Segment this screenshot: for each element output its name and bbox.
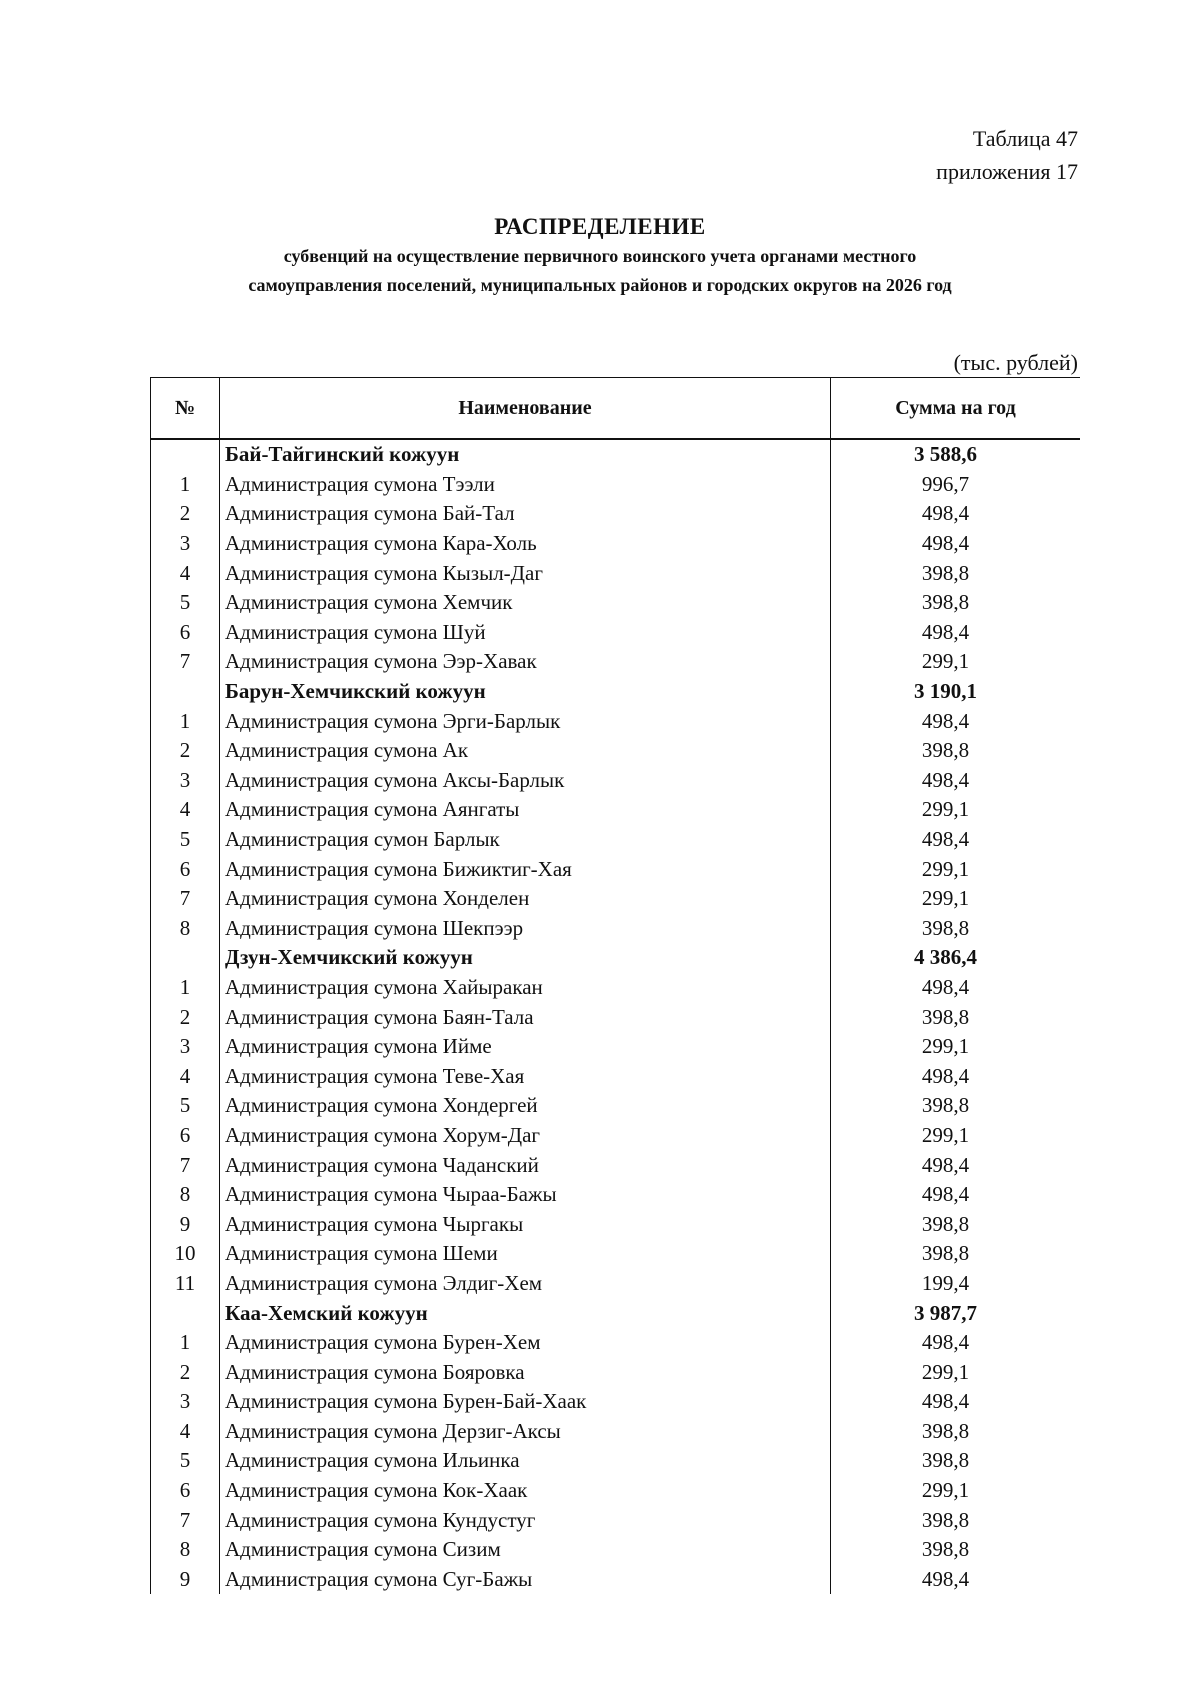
row-number: 1 bbox=[151, 1328, 220, 1358]
row-name: Администрация сумона Ээр-Хавак bbox=[220, 647, 831, 677]
table-row bbox=[151, 1357, 1081, 1387]
row-sum: 498,4 bbox=[831, 529, 1081, 559]
row-sum: 299,1 bbox=[831, 795, 1081, 825]
table-header bbox=[151, 378, 1081, 440]
district-row bbox=[151, 1298, 1081, 1328]
document-subtitle-line-1: субвенций на осуществление первичного воинского учета органами местного bbox=[283, 246, 917, 266]
table-row bbox=[151, 1180, 1081, 1210]
table-row bbox=[151, 1328, 1081, 1358]
district-row bbox=[151, 677, 1081, 707]
row-name: Администрация сумона Суг-Бажы bbox=[220, 1565, 831, 1595]
table-row bbox=[151, 1565, 1081, 1595]
table-row bbox=[151, 618, 1081, 648]
row-number: 6 bbox=[151, 1121, 220, 1151]
table-row bbox=[151, 1032, 1081, 1062]
row-sum: 498,4 bbox=[831, 1387, 1081, 1417]
district-row-number bbox=[151, 943, 220, 973]
row-name: Администрация сумона Бижиктиг-Хая bbox=[220, 854, 831, 884]
row-sum: 398,8 bbox=[831, 1091, 1081, 1121]
table-row bbox=[151, 1239, 1081, 1269]
row-name: Администрация сумона Элдиг-Хем bbox=[220, 1269, 831, 1299]
table-row bbox=[151, 854, 1081, 884]
row-number: 4 bbox=[151, 795, 220, 825]
table-row bbox=[151, 736, 1081, 766]
row-name: Администрация сумона Чаданский bbox=[220, 1150, 831, 1180]
row-sum: 398,8 bbox=[831, 1209, 1081, 1239]
row-name: Администрация сумона Кара-Холь bbox=[220, 529, 831, 559]
table-row bbox=[151, 795, 1081, 825]
table-row bbox=[151, 1476, 1081, 1506]
row-sum: 398,8 bbox=[831, 588, 1081, 618]
district-row-number bbox=[151, 1298, 220, 1328]
row-number: 4 bbox=[151, 1417, 220, 1447]
table-row bbox=[151, 1091, 1081, 1121]
district-row-number bbox=[151, 677, 220, 707]
row-sum: 398,8 bbox=[831, 1446, 1081, 1476]
table-row bbox=[151, 1417, 1081, 1447]
row-name: Администрация сумона Хайыракан bbox=[220, 973, 831, 1003]
row-sum: 498,4 bbox=[831, 825, 1081, 855]
appendix-number: приложения 17 bbox=[936, 159, 1078, 184]
row-number: 6 bbox=[151, 618, 220, 648]
row-sum: 299,1 bbox=[831, 1357, 1081, 1387]
row-name: Администрация сумона Хондергей bbox=[220, 1091, 831, 1121]
table-row bbox=[151, 470, 1081, 500]
row-number: 3 bbox=[151, 529, 220, 559]
row-sum: 398,8 bbox=[831, 1417, 1081, 1447]
table-row bbox=[151, 558, 1081, 588]
district-row-name: Каа-Хемский кожуун bbox=[220, 1298, 831, 1328]
table-row bbox=[151, 914, 1081, 944]
table-row bbox=[151, 529, 1081, 559]
row-sum: 996,7 bbox=[831, 470, 1081, 500]
table-row bbox=[151, 1209, 1081, 1239]
table-row bbox=[151, 706, 1081, 736]
row-number: 2 bbox=[151, 1357, 220, 1387]
row-name: Администрация сумона Ильинка bbox=[220, 1446, 831, 1476]
row-number: 1 bbox=[151, 973, 220, 1003]
row-name: Администрация сумона Бурен-Хем bbox=[220, 1328, 831, 1358]
table-header-row bbox=[151, 378, 1081, 440]
row-name: Администрация сумона Эрги-Барлык bbox=[220, 706, 831, 736]
row-name: Администрация сумона Бояровка bbox=[220, 1357, 831, 1387]
row-sum: 498,4 bbox=[831, 1061, 1081, 1091]
row-number: 1 bbox=[151, 470, 220, 500]
row-sum: 398,8 bbox=[831, 1505, 1081, 1535]
units-note: (тыс. рублей) bbox=[953, 350, 1078, 375]
row-name: Администрация сумона Баян-Тала bbox=[220, 1002, 831, 1032]
column-header-name: Наименование bbox=[220, 378, 831, 440]
row-number: 10 bbox=[151, 1239, 220, 1269]
row-sum: 299,1 bbox=[831, 854, 1081, 884]
district-row-sum: 4 386,4 bbox=[831, 943, 1081, 973]
table-row bbox=[151, 884, 1081, 914]
row-name: Администрация сумона Хонделен bbox=[220, 884, 831, 914]
district-row-sum: 3 987,7 bbox=[831, 1298, 1081, 1328]
row-number: 8 bbox=[151, 914, 220, 944]
row-sum: 299,1 bbox=[831, 1032, 1081, 1062]
table-row bbox=[151, 647, 1081, 677]
row-sum: 398,8 bbox=[831, 1535, 1081, 1565]
row-number: 5 bbox=[151, 588, 220, 618]
row-sum: 398,8 bbox=[831, 1002, 1081, 1032]
table-row bbox=[151, 499, 1081, 529]
row-name: Администрация сумона Шеми bbox=[220, 1239, 831, 1269]
row-number: 3 bbox=[151, 766, 220, 796]
row-number: 3 bbox=[151, 1032, 220, 1062]
row-name: Администрация сумона Сизим bbox=[220, 1535, 831, 1565]
row-name: Администрация сумона Ийме bbox=[220, 1032, 831, 1062]
row-sum: 199,4 bbox=[831, 1269, 1081, 1299]
row-sum: 299,1 bbox=[831, 1476, 1081, 1506]
row-number: 4 bbox=[151, 558, 220, 588]
table-row bbox=[151, 1002, 1081, 1032]
row-sum: 299,1 bbox=[831, 647, 1081, 677]
row-name: Администрация сумона Шуй bbox=[220, 618, 831, 648]
table-row bbox=[151, 1505, 1081, 1535]
row-number: 11 bbox=[151, 1269, 220, 1299]
row-number: 5 bbox=[151, 1091, 220, 1121]
distribution-table-container bbox=[150, 377, 1080, 1667]
table-row bbox=[151, 588, 1081, 618]
row-name: Администрация сумона Бай-Тал bbox=[220, 499, 831, 529]
row-name: Администрация сумона Кызыл-Даг bbox=[220, 558, 831, 588]
row-number: 7 bbox=[151, 647, 220, 677]
row-name: Администрация сумона Кок-Хаак bbox=[220, 1476, 831, 1506]
row-sum: 299,1 bbox=[831, 1121, 1081, 1151]
table-row bbox=[151, 1387, 1081, 1417]
table-body bbox=[151, 439, 1081, 1594]
row-name: Администрация сумона Тээли bbox=[220, 470, 831, 500]
table-row bbox=[151, 825, 1081, 855]
row-name: Администрация сумона Чыргакы bbox=[220, 1209, 831, 1239]
table-row bbox=[151, 1150, 1081, 1180]
row-number: 8 bbox=[151, 1535, 220, 1565]
table-row bbox=[151, 766, 1081, 796]
table-row bbox=[151, 1535, 1081, 1565]
table-row bbox=[151, 1269, 1081, 1299]
row-name: Администрация сумон Барлык bbox=[220, 825, 831, 855]
row-name: Администрация сумона Аянгаты bbox=[220, 795, 831, 825]
row-name: Администрация сумона Аксы-Барлык bbox=[220, 766, 831, 796]
row-number: 7 bbox=[151, 1505, 220, 1535]
row-number: 5 bbox=[151, 825, 220, 855]
district-row-name: Барун-Хемчикский кожуун bbox=[220, 677, 831, 707]
row-number: 2 bbox=[151, 499, 220, 529]
row-number: 6 bbox=[151, 854, 220, 884]
row-sum: 299,1 bbox=[831, 884, 1081, 914]
table-row bbox=[151, 973, 1081, 1003]
document-subtitle-line-2: самоуправления поселений, муниципальных районов и городских округов на 2026 год bbox=[248, 275, 952, 295]
row-number: 9 bbox=[151, 1565, 220, 1595]
row-sum: 498,4 bbox=[831, 1328, 1081, 1358]
column-header-number: № bbox=[151, 378, 220, 440]
row-sum: 498,4 bbox=[831, 1150, 1081, 1180]
row-name: Администрация сумона Хорум-Даг bbox=[220, 1121, 831, 1151]
row-number: 1 bbox=[151, 706, 220, 736]
row-number: 2 bbox=[151, 1002, 220, 1032]
row-name: Администрация сумона Дерзиг-Аксы bbox=[220, 1417, 831, 1447]
row-number: 7 bbox=[151, 1150, 220, 1180]
district-row bbox=[151, 943, 1081, 973]
row-number: 7 bbox=[151, 884, 220, 914]
row-name: Администрация сумона Ак bbox=[220, 736, 831, 766]
district-row-name: Дзун-Хемчикский кожуун bbox=[220, 943, 831, 973]
row-sum: 498,4 bbox=[831, 1565, 1081, 1595]
district-row-sum: 3 588,6 bbox=[831, 439, 1081, 470]
row-number: 5 bbox=[151, 1446, 220, 1476]
row-name: Администрация сумона Бурен-Бай-Хаак bbox=[220, 1387, 831, 1417]
row-number: 8 bbox=[151, 1180, 220, 1210]
row-sum: 498,4 bbox=[831, 618, 1081, 648]
row-number: 3 bbox=[151, 1387, 220, 1417]
row-sum: 398,8 bbox=[831, 558, 1081, 588]
row-name: Администрация сумона Хемчик bbox=[220, 588, 831, 618]
row-number: 4 bbox=[151, 1061, 220, 1091]
district-row bbox=[151, 439, 1081, 470]
row-sum: 498,4 bbox=[831, 1180, 1081, 1210]
table-row bbox=[151, 1061, 1081, 1091]
row-sum: 498,4 bbox=[831, 766, 1081, 796]
row-sum: 398,8 bbox=[831, 736, 1081, 766]
document-title: РАСПРЕДЕЛЕНИЕ bbox=[494, 214, 706, 239]
district-row-name: Бай-Тайгинский кожуун bbox=[220, 439, 831, 470]
row-sum: 498,4 bbox=[831, 973, 1081, 1003]
row-name: Администрация сумона Шекпээр bbox=[220, 914, 831, 944]
table-number: Таблица 47 bbox=[972, 126, 1078, 151]
row-sum: 398,8 bbox=[831, 1239, 1081, 1269]
district-row-sum: 3 190,1 bbox=[831, 677, 1081, 707]
row-name: Администрация сумона Теве-Хая bbox=[220, 1061, 831, 1091]
table-row bbox=[151, 1121, 1081, 1151]
district-row-number bbox=[151, 439, 220, 470]
row-number: 6 bbox=[151, 1476, 220, 1506]
column-header-sum: Сумма на год bbox=[831, 378, 1081, 440]
row-name: Администрация сумона Чыраа-Бажы bbox=[220, 1180, 831, 1210]
row-sum: 398,8 bbox=[831, 914, 1081, 944]
row-name: Администрация сумона Кундустуг bbox=[220, 1505, 831, 1535]
row-sum: 498,4 bbox=[831, 499, 1081, 529]
row-number: 9 bbox=[151, 1209, 220, 1239]
row-sum: 498,4 bbox=[831, 706, 1081, 736]
table-row bbox=[151, 1446, 1081, 1476]
row-number: 2 bbox=[151, 736, 220, 766]
distribution-table bbox=[150, 377, 1080, 1594]
